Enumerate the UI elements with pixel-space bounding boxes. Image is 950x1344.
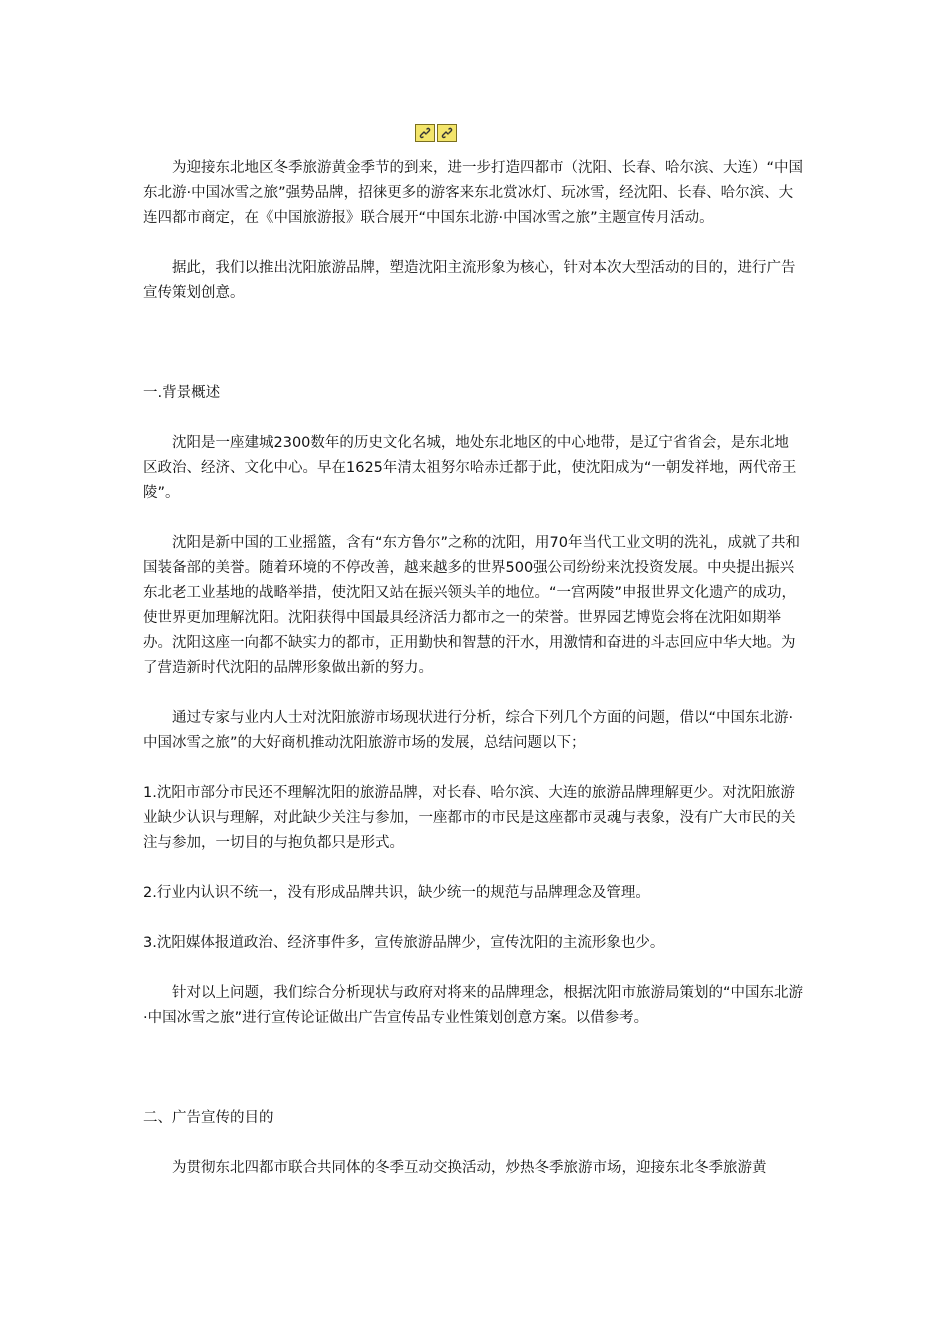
section-heading: 二、广告宣传的目的 bbox=[143, 1110, 274, 1126]
body-paragraph: 通过专家与业内人士对沈阳旅游市场现状进行分析，综合下列几个方面的问题，借以“中国东北游·中国冰雪之旅”的大好商机推动沈阳旅游市场的发展，总结问题以下； bbox=[143, 710, 794, 751]
body-paragraph: 为贯彻东北四都市联合共同体的冬季互动交换活动，炒热冬季旅游市场，迎接东北冬季旅游黄 bbox=[172, 1160, 767, 1176]
link-icon[interactable] bbox=[415, 124, 435, 142]
document-body bbox=[143, 156, 803, 1181]
list-item: 3.沈阳媒体报道政治、经济事件多，宣传旅游品牌少，宣传沈阳的主流形象也少。 bbox=[143, 935, 665, 951]
header-icon-group bbox=[415, 124, 463, 144]
closing-paragraph: 针对以上问题，我们综合分析现状与政府对将来的品牌理念，根据沈阳市旅游局策划的“中国东北游·中国冰雪之旅”进行宣传论证做出广告宣传品专业性策划创意方案。以借参考。 bbox=[143, 985, 804, 1026]
link-icon[interactable] bbox=[437, 124, 457, 142]
intro-paragraph: 据此，我们以推出沈阳旅游品牌，塑造沈阳主流形象为核心，针对本次大型活动的目的，进行广告宣传策划创意。 bbox=[143, 260, 796, 301]
body-paragraph: 沈阳是一座建城2300数年的历史文化名城，地处东北地区的中心地带，是辽宁省省会，是东北地区政治、经济、文化中心。早在1625年清太祖努尔哈赤迁都于此，使沈阳成为“一朝发祥地，两代帝王陵”。 bbox=[143, 435, 797, 501]
intro-paragraph: 为迎接东北地区冬季旅游黄金季节的到来，进一步打造四都市（沈阳、长春、哈尔滨、大连）“中国东北游·中国冰雪之旅”强势品牌，招徕更多的游客来东北赏冰灯、玩冰雪，经沈阳、长春、哈尔滨、大连四都市商定，在《中国旅游报》联合展开“中国东北游·中国冰雪之旅”主题宣传月活动。 bbox=[143, 160, 804, 226]
body-paragraph: 沈阳是新中国的工业摇篮，含有“东方鲁尔”之称的沈阳，用70年当代工业文明的洗礼，成就了共和国装备部的美誉。随着环境的不停改善，越来越多的世界500强公司纷纷来沈投资发展。中央提出振兴东北老工业基地的战略举措，使沈阳又站在振兴领头羊的地位。“一宫两陵”申报世界文化遗产的成功，使世界更加理解沈阳。沈阳获得中国最具经济活力都市之一的荣誉。世界园艺博览会将在沈阳如期举办。沈阳这座一向都不缺实力的都市，正用勤快和智慧的汗水，用激情和奋进的斗志回应中华大地。为了营造新时代沈阳的品牌形象做出新的努力。 bbox=[143, 535, 800, 676]
list-item: 1.沈阳市部分市民还不理解沈阳的旅游品牌，对长春、哈尔滨、大连的旅游品牌理解更少。对沈阳旅游业缺少认识与理解，对此缺少关注与参加，一座都市的市民是这座都市灵魂与表象，没有广大市民的关注与参加，一切目的与抱负都只是形式。 bbox=[143, 785, 796, 851]
section-heading: 一.背景概述 bbox=[143, 385, 221, 401]
list-item: 2.行业内认识不统一，没有形成品牌共识，缺少统一的规范与品牌理念及管理。 bbox=[143, 885, 650, 901]
